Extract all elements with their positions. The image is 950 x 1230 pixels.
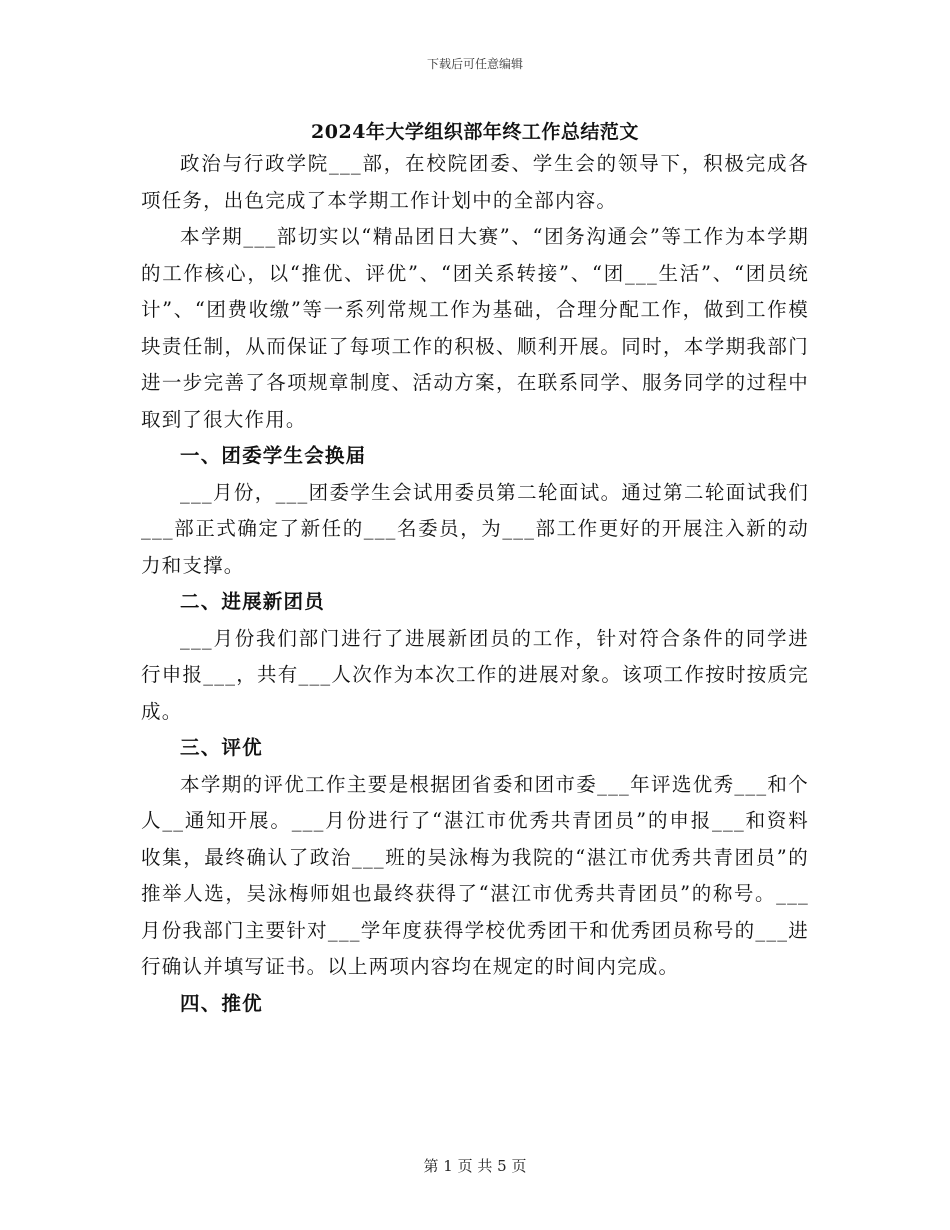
page-number: 第 1 页 共 5 页 (423, 1157, 527, 1175)
section-heading: 一、团委学生会换届 (180, 444, 367, 467)
paragraph: 本学期的评优工作主要是根据团省委和团市委___年评选优秀___和个人__通知开展。___月份进行了“湛江市优秀共青团员”的申报___和资料收集，最终确认了政治___班的吴泳梅为我院的“湛江市优秀共青团员”的推举人选，吴泳梅师姐也最终获得了“湛江市优秀共青团员”的称号。___月份我部门主要针对___学年度获得学校优秀团干和优秀团员称号的___进行确认并填写证书。以上两项内容均在规定的时间内完成。 (141, 772, 809, 978)
section-heading: 二、进展新团员 (180, 590, 325, 613)
paragraph: ___月份，___团委学生会试用委员第二轮面试。通过第二轮面试我们___部正式确定了新任的___名委员，为___部工作更好的开展注入新的动力和支撑。 (141, 480, 809, 577)
document-body (141, 146, 809, 1022)
section-heading: 四、推优 (180, 991, 263, 1015)
document-title: 2024年大学组织部年终工作总结范文 (311, 121, 639, 143)
paragraph: ___月份我们部门进行了进展新团员的工作，针对符合条件的同学进行申报___，共有___人次作为本次工作的进展对象。该项工作按时按质完成。 (141, 626, 809, 723)
page-header-note: 下载后可任意编辑 (426, 57, 523, 71)
paragraph: 政治与行政学院___部，在校院团委、学生会的领导下，积极完成各项任务，出色完成了本学期工作计划中的全部内容。 (141, 152, 809, 212)
paragraph: 本学期___部切实以“精品团日大赛”、“团务沟通会”等工作为本学期的工作核心，以“推优、评优”、“团关系转接”、“团___生活”、“团员统计”、“团费收缴”等一系列常规工作为基础，合理分配工作，做到工作模块责任制，从而保证了每项工作的积极、顺利开展。同时，本学期我部门进一步完善了各项规章制度、活动方案，在联系同学、服务同学的过程中取到了很大作用。 (141, 225, 809, 431)
section-heading: 三、评优 (180, 736, 263, 759)
